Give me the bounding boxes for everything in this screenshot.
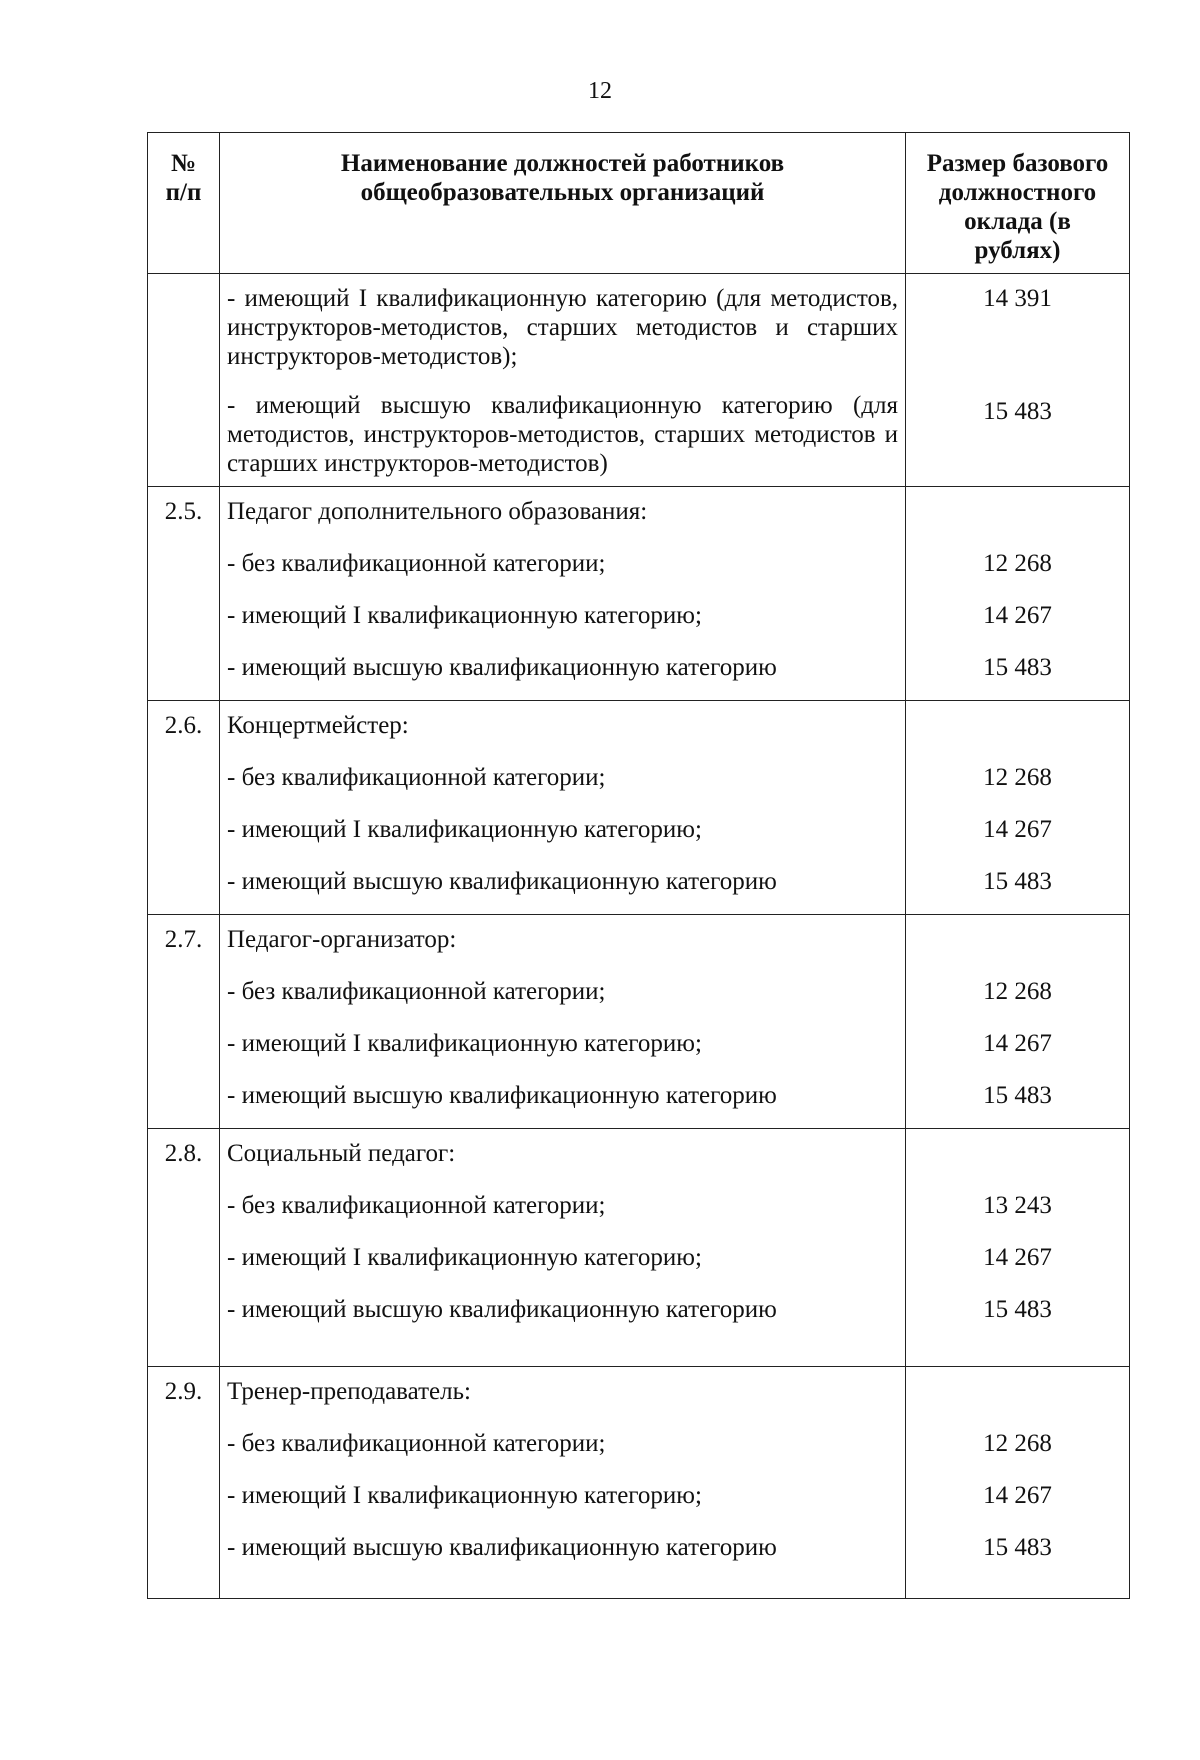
position-item: - имеющий высшую квалификационную категорию <box>227 654 777 681</box>
position-item: - имеющий I квалификационную категорию; <box>227 1482 702 1509</box>
salary-value: 12 268 <box>983 550 1052 577</box>
row-num: 2.5. <box>148 487 220 701</box>
row-num: 2.7. <box>148 915 220 1129</box>
row-salaries <box>906 701 1130 915</box>
position-item: - без квалификационной категории; <box>227 550 606 577</box>
salary-table <box>147 132 1130 1599</box>
salary-value: 15 483 <box>983 1534 1052 1561</box>
table-row <box>148 487 1130 701</box>
page-number: 12 <box>588 78 612 104</box>
table-header-row <box>148 133 1130 274</box>
position-item: - без квалификационной категории; <box>227 764 606 791</box>
salary-value: 15 483 <box>983 868 1052 895</box>
row-description <box>220 487 906 701</box>
row-description <box>220 701 906 915</box>
salary-value: 12 268 <box>983 978 1052 1005</box>
position-title: Социальный педагог: <box>227 1140 456 1167</box>
row-salaries <box>906 1129 1130 1367</box>
row-salaries <box>906 274 1130 487</box>
salary-value: 14 267 <box>983 602 1052 629</box>
position-item: - имеющий высшую квалификационную категорию <box>227 1534 777 1561</box>
table-row-continuation <box>148 274 1130 487</box>
position-title: Концертмейстер: <box>227 712 409 739</box>
salary-value: 12 268 <box>983 764 1052 791</box>
position-item: - имеющий высшую квалификационную категорию <box>227 1082 777 1109</box>
position-item: - без квалификационной категории; <box>227 1192 606 1219</box>
salary-value: 13 243 <box>983 1192 1052 1219</box>
salary-value: 14 267 <box>983 1244 1052 1271</box>
position-item: - имеющий I квалификационную категорию; <box>227 1030 702 1057</box>
position-item: - имеющий I квалификационную категорию (для методистов, инструкторов-методистов, старших методистов и старших инструкторов-методистов); <box>227 285 898 370</box>
header-num: № п/п <box>148 133 220 274</box>
salary-value: 15 483 <box>983 1296 1052 1323</box>
row-salaries <box>906 915 1130 1129</box>
position-item: - имеющий высшую квалификационную категорию <box>227 868 777 895</box>
salary-value: 14 267 <box>983 816 1052 843</box>
row-num: 2.6. <box>148 701 220 915</box>
row-salaries <box>906 487 1130 701</box>
table-row <box>148 701 1130 915</box>
position-item: - имеющий I квалификационную категорию; <box>227 816 702 843</box>
salary-value: 15 483 <box>983 654 1052 681</box>
row-num <box>148 274 220 487</box>
salary-table-container <box>147 132 1130 1599</box>
table-row <box>148 1367 1130 1599</box>
row-description <box>220 1367 906 1599</box>
position-item: - имеющий I квалификационную категорию; <box>227 1244 702 1271</box>
row-description <box>220 274 906 487</box>
row-description <box>220 1129 906 1367</box>
position-item: - имеющий высшую квалификационную категорию <box>227 1296 777 1323</box>
row-description <box>220 915 906 1129</box>
row-num: 2.9. <box>148 1367 220 1599</box>
header-salary: Размер базового должностного оклада (в рублях) <box>906 133 1130 274</box>
row-num: 2.8. <box>148 1129 220 1367</box>
position-title: Тренер-преподаватель: <box>227 1378 471 1405</box>
salary-value: 15 483 <box>983 1082 1052 1109</box>
salary-value: 14 267 <box>983 1482 1052 1509</box>
row-salaries <box>906 1367 1130 1599</box>
position-title: Педагог-организатор: <box>227 926 457 953</box>
position-title: Педагог дополнительного образования: <box>227 498 648 525</box>
position-item: - без квалификационной категории; <box>227 1430 606 1457</box>
header-name: Наименование должностей работников общеобразовательных организаций <box>220 133 906 274</box>
salary-value: 14 267 <box>983 1030 1052 1057</box>
position-item: - имеющий I квалификационную категорию; <box>227 602 702 629</box>
table-row <box>148 1129 1130 1367</box>
position-item: - имеющий высшую квалификационную категорию (для методистов, инструкторов-методистов, старших методистов и старших инструкторов-методистов) <box>227 392 898 477</box>
salary-value: 12 268 <box>983 1430 1052 1457</box>
salary-value: 15 483 <box>983 398 1052 425</box>
salary-value: 14 391 <box>983 285 1052 312</box>
table-row <box>148 915 1130 1129</box>
position-item: - без квалификационной категории; <box>227 978 606 1005</box>
